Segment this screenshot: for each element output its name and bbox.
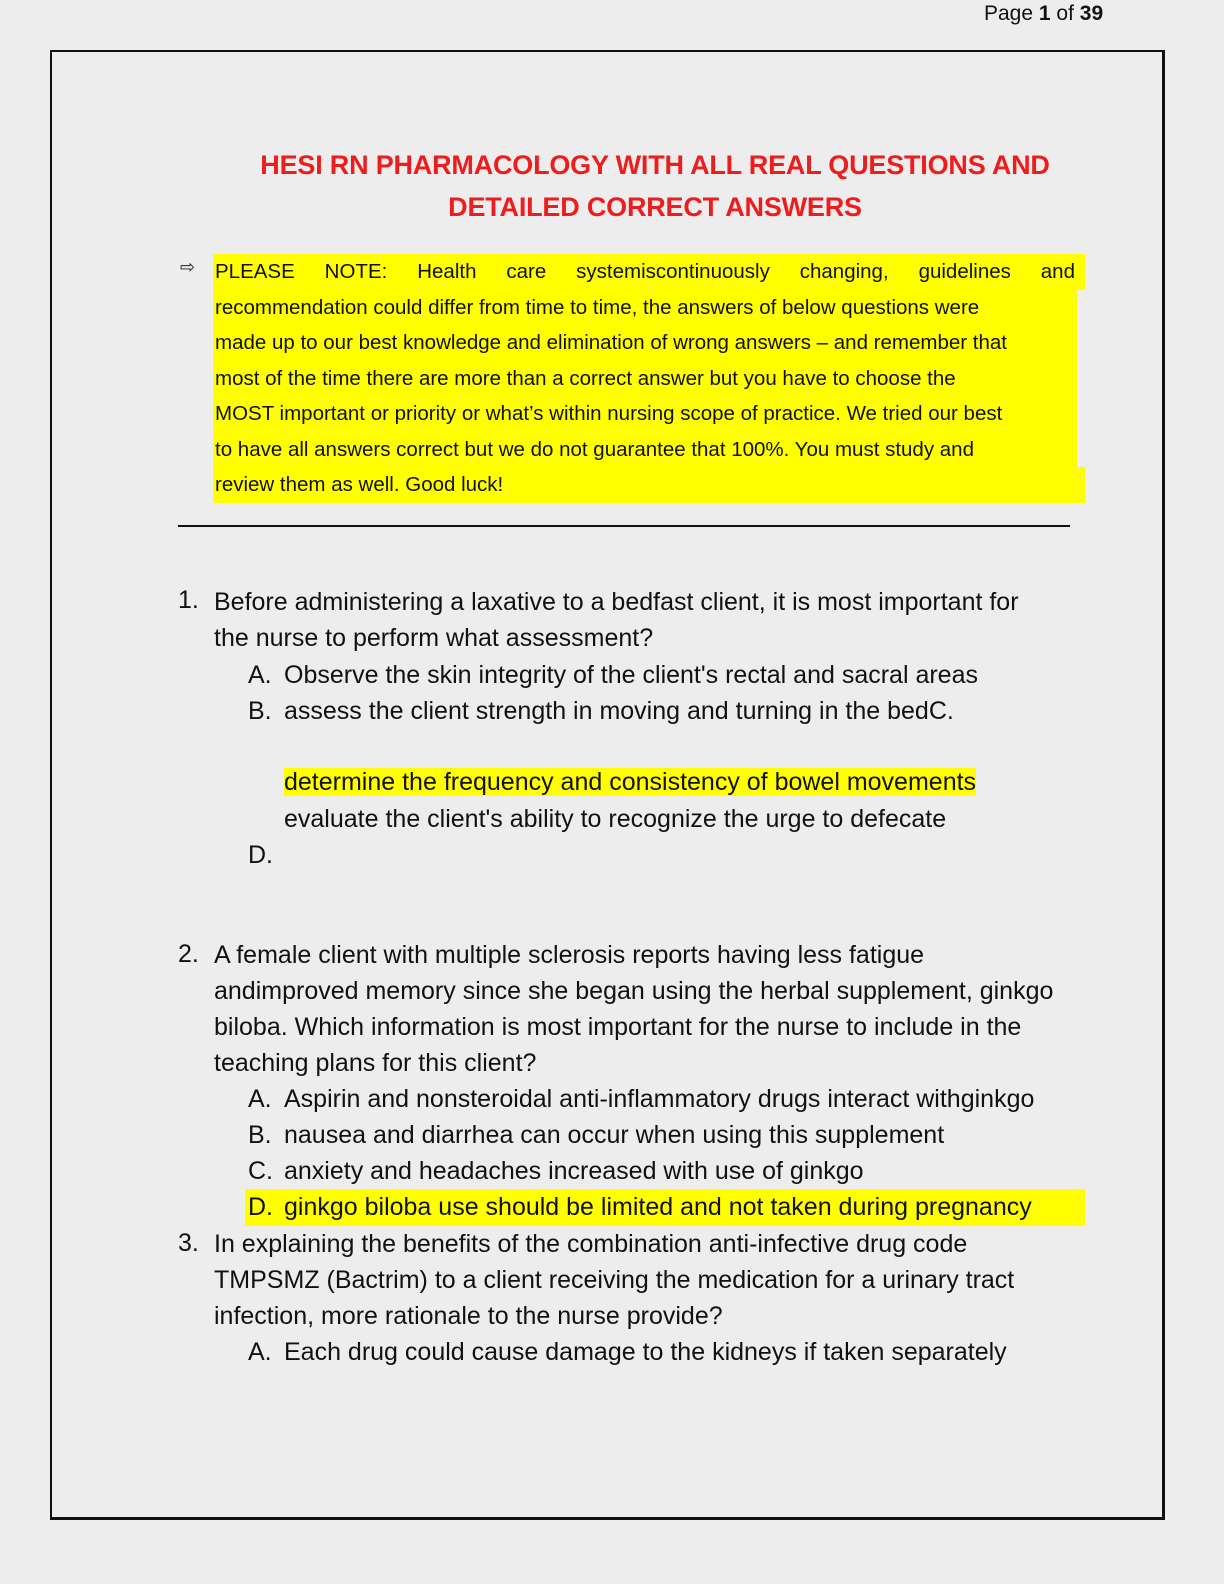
page-counter <box>984 2 1103 26</box>
option-letter: A. <box>248 661 272 689</box>
question-line: andimproved memory since she began using the herbal supplement, ginkgo <box>214 977 1054 1005</box>
section-divider <box>178 525 1070 527</box>
option-text: ginkgo biloba use should be limited and not taken during pregnancy <box>284 1193 1032 1221</box>
option-letter: A. <box>248 1338 272 1366</box>
title-line-2: DETAILED CORRECT ANSWERS <box>448 192 862 222</box>
option-letter: B. <box>248 697 272 725</box>
question-2-option-a <box>248 1081 1034 1117</box>
question-3-number: 3. <box>178 1229 199 1257</box>
question-1-option-d-text <box>284 801 946 837</box>
note-word: care <box>506 260 547 283</box>
note-word: PLEASE <box>215 260 295 283</box>
note-line-2: recommendation could differ from time to time, the answers of below questions were <box>213 290 1077 326</box>
note-word: and <box>1040 260 1075 283</box>
arrow-right-icon: ⇨ <box>180 257 196 277</box>
question-1-option-c-answer <box>284 764 976 800</box>
question-line: TMPSMZ (Bactrim) to a client receiving the medication for a urinary tract <box>214 1266 1015 1294</box>
question-3-option-a <box>248 1334 1007 1370</box>
question-1-number: 1. <box>178 586 199 614</box>
option-letter: D. <box>248 1193 273 1221</box>
question-line: biloba. Which information is most important for the nurse to include in the <box>214 1013 1022 1041</box>
page-current: 1 <box>1038 2 1051 25</box>
option-text: evaluate the client's ability to recognize the urge to defecate <box>284 805 947 833</box>
question-3-text <box>214 1226 1014 1334</box>
page-label: Page <box>984 2 1034 25</box>
document-title <box>215 144 1095 228</box>
note-line-7: review them as well. Good luck! <box>213 467 1085 503</box>
option-text: Observe the skin integrity of the client's rectal and sacral areas <box>284 661 978 689</box>
page-total: 39 <box>1079 2 1104 25</box>
option-letter: C. <box>248 1157 273 1185</box>
question-1-option-b <box>248 693 954 729</box>
note-line-1 <box>213 254 1085 290</box>
option-letter: A. <box>248 1085 272 1113</box>
option-letter: D. <box>248 841 273 869</box>
note-word: Health <box>417 260 477 283</box>
note-line-5: MOST important or priority or what’s within nursing scope of practice. We tried our best <box>213 396 1077 432</box>
question-line: infection, more rationale to the nurse provide? <box>214 1302 723 1330</box>
note-line-4: most of the time there are more than a correct answer but you have to choose the <box>213 361 1077 397</box>
question-line: Before administering a laxative to a bedfast client, it is most important for <box>214 588 1019 616</box>
note-word: NOTE: <box>324 260 388 283</box>
option-text: determine the frequency and consistency of bowel movements <box>284 768 977 796</box>
question-1-text <box>214 584 1019 656</box>
note-line-6: to have all answers correct but we do not guarantee that 100%. You must study and <box>213 432 1077 468</box>
question-line: the nurse to perform what assessment? <box>214 624 654 652</box>
question-1-option-a <box>248 657 978 693</box>
question-line: In explaining the benefits of the combination anti-infective drug code <box>214 1230 968 1258</box>
question-2-text <box>214 937 1053 1081</box>
note-line-3: made up to our best knowledge and elimination of wrong answers – and remember that <box>213 325 1077 361</box>
question-line: A female client with multiple sclerosis reports having less fatigue <box>214 941 925 969</box>
option-text: Each drug could cause damage to the kidneys if taken separately <box>284 1338 1007 1366</box>
question-2-option-b <box>248 1117 944 1153</box>
option-text: anxiety and headaches increased with use of ginkgo <box>284 1157 864 1185</box>
question-line: teaching plans for this client? <box>214 1049 537 1077</box>
question-2-option-d-answer <box>248 1189 1032 1225</box>
option-text: assess the client strength in moving and turning in the bedC. <box>284 697 954 725</box>
note-word: systemiscontinuously <box>576 260 770 283</box>
note-word: changing, <box>799 260 889 283</box>
page-of: of <box>1056 2 1074 25</box>
question-2-option-c <box>248 1153 864 1189</box>
option-text: Aspirin and nonsteroidal anti-inflammatory drugs interact withginkgo <box>284 1085 1035 1113</box>
question-1-option-d-letter <box>248 837 284 873</box>
option-text: nausea and diarrhea can occur when using this supplement <box>284 1121 945 1149</box>
title-line-1: HESI RN PHARMACOLOGY WITH ALL REAL QUESTIONS AND <box>260 150 1050 180</box>
question-2-number: 2. <box>178 940 199 968</box>
option-letter: B. <box>248 1121 272 1149</box>
note-word: guidelines <box>918 260 1011 283</box>
please-note-block <box>213 254 1085 503</box>
